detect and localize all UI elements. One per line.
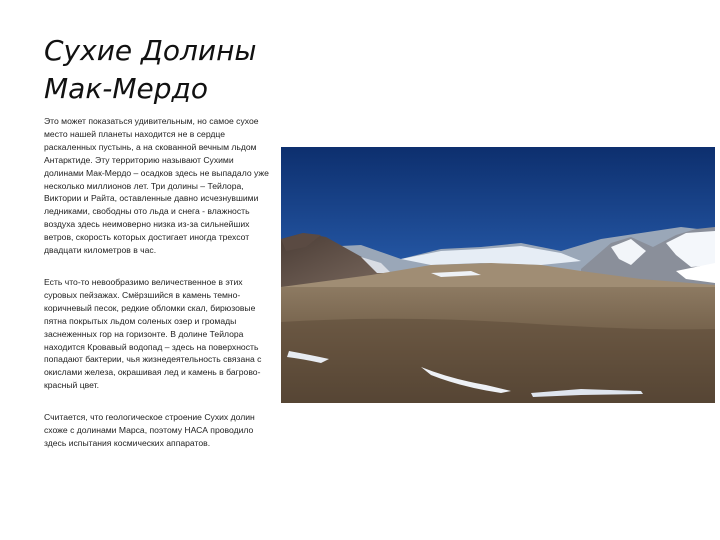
paragraph-3: Считается, что геологическое строение Сухих долин схоже с долинами Марса, поэтому НАСА проводило здесь испытания космических аппаратов. — [44, 412, 255, 448]
title-line-1: Сухие Долины — [44, 34, 257, 67]
paragraph-2: Есть что-то невообразимо величественное в этих суровых пейзажах. Смёрзшийся в камень темно-коричневый песок, редкие обломки скал, бирюзовые пятна покрытых льдом соленых озер и громады заснеженных гор на горизонте. В долине Тейлора находится Кровавый водопад – здесь на поверхность попадают бактерии, чья жизнедеятельность связана с окислами железа, окрашивая лед и камень в багрово-красный цвет. — [44, 276, 262, 391]
title-line-2: Мак-Мердо — [44, 72, 208, 105]
landscape-image — [281, 147, 715, 403]
slide-title — [44, 32, 374, 108]
body-text — [44, 115, 272, 469]
paragraph-1: Это может показаться удивительным, но самое сухое место нашей планеты находится не в сердце раскаленных пустынь, а на скованной вечным льдом Антарктиде. Эту территорию называют Сухими долинами Мак-Мердо – осадков здесь не выпадало уже несколько миллионов лет. Три долины – Тейлора, Виктории и Райта, оставленные давно исчезнувшими ледниками, свободны ото льда и снега - влажность воздуха здесь неимоверно низка из-за сильнейших ветров, скорость которых достигает иногда трехсот двадцати километров в час. — [44, 116, 269, 256]
dry-valleys-photo — [281, 147, 715, 403]
